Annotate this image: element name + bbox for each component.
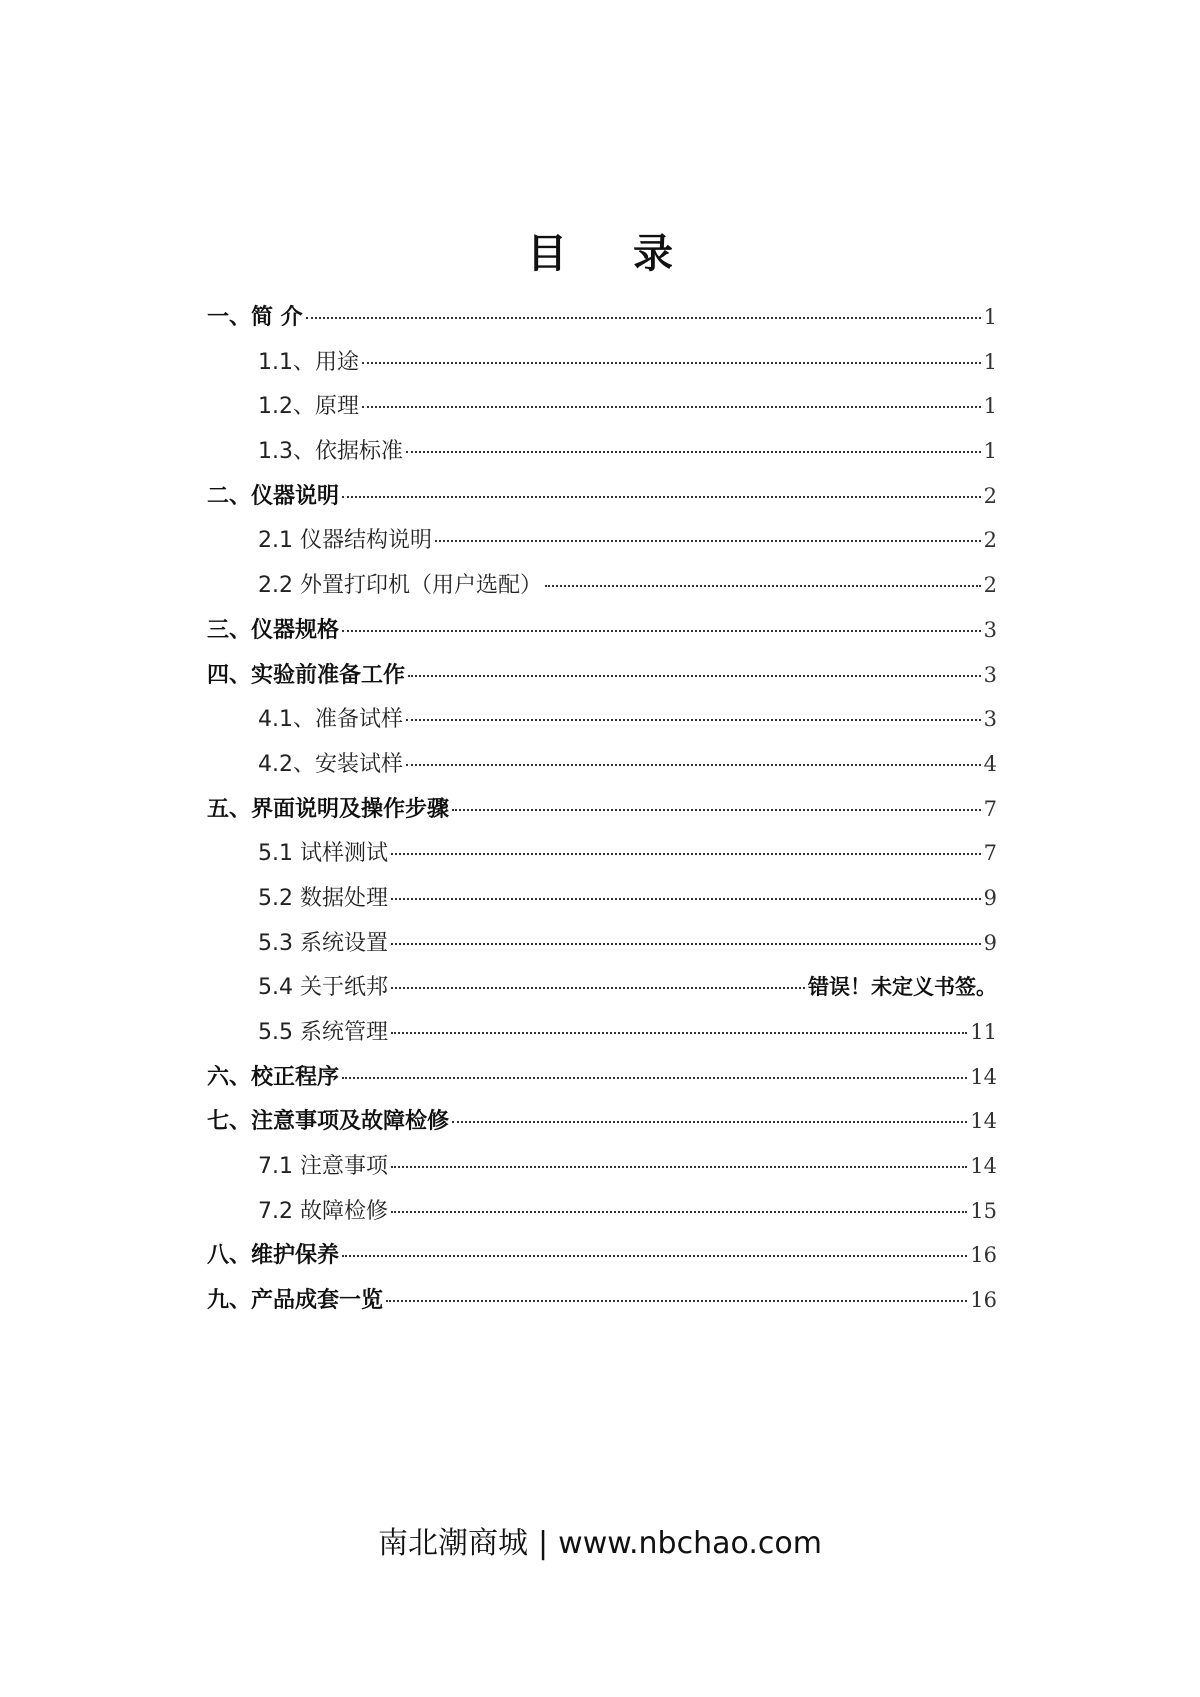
toc-entry-page-number: 14 <box>970 1109 997 1134</box>
footer-url[interactable]: www.nbchao.com <box>558 1526 822 1561</box>
toc-entry-label: 三、仪器规格 <box>207 617 340 643</box>
toc-entry-label: 1.3、依据标准 <box>258 439 403 465</box>
toc-entry[interactable] <box>207 523 997 568</box>
toc-dot-leader <box>362 406 981 408</box>
toc-entry[interactable] <box>207 1015 997 1060</box>
toc-entry[interactable] <box>207 702 997 747</box>
toc-entry-label: 5.1 试样测试 <box>258 841 388 867</box>
toc-entry-label: 2.1 仪器结构说明 <box>258 528 432 554</box>
toc-dot-leader <box>391 943 981 945</box>
toc-entry-page-number: 2 <box>983 573 997 598</box>
toc-dot-leader <box>545 585 981 587</box>
toc-entry[interactable] <box>207 345 997 390</box>
toc-entry-page-number: 3 <box>983 707 997 732</box>
toc-dot-leader <box>342 1077 967 1079</box>
toc-entry-page-number: 7 <box>983 796 997 821</box>
toc-entry-page-number: 4 <box>983 751 997 776</box>
toc-entry[interactable] <box>207 926 997 971</box>
toc-entry[interactable] <box>207 568 997 613</box>
toc-entry-label: 八、维护保养 <box>207 1243 340 1269</box>
toc-dot-leader <box>342 1255 967 1257</box>
toc-entry-label: 2.2 外置打印机（用户选配） <box>258 573 542 599</box>
toc-entry[interactable] <box>207 970 997 1015</box>
toc-entry-label: 4.1、准备试样 <box>258 707 403 733</box>
toc-entry-label: 七、注意事项及故障检修 <box>207 1109 450 1135</box>
toc-entry-page-number: 1 <box>983 439 997 464</box>
toc-dot-leader <box>452 809 981 811</box>
toc-entry[interactable] <box>207 836 997 881</box>
toc-entry[interactable] <box>207 300 997 345</box>
toc-entry[interactable] <box>207 1149 997 1194</box>
toc-dot-leader <box>306 317 981 319</box>
toc-dot-leader <box>391 1211 967 1213</box>
toc-entry-bookmark-error: 错误！未定义书签。 <box>808 975 997 1000</box>
toc-entry-page-number: 2 <box>983 528 997 553</box>
toc-dot-leader <box>452 1121 967 1123</box>
toc-dot-leader <box>391 1032 967 1034</box>
toc-dot-leader <box>435 540 981 542</box>
toc-entry-label: 4.2、安装试样 <box>258 751 403 777</box>
toc-dot-leader <box>408 675 981 677</box>
page-title: 目 录 <box>527 231 699 277</box>
footer <box>0 1518 1200 1562</box>
toc-entry-label: 九、产品成套一览 <box>207 1288 384 1314</box>
toc-entry-label: 五、界面说明及操作步骤 <box>207 796 450 822</box>
toc-dot-leader <box>342 630 981 632</box>
toc-entry[interactable] <box>207 792 997 837</box>
footer-separator: | <box>538 1526 549 1561</box>
toc-entry[interactable] <box>207 1104 997 1149</box>
toc-entry-label: 六、校正程序 <box>207 1064 340 1090</box>
toc-entry-page-number: 2 <box>983 483 997 508</box>
toc-entry-page-number: 9 <box>983 930 997 955</box>
toc-dot-leader <box>406 719 981 721</box>
toc-entry-label: 5.5 系统管理 <box>258 1020 388 1045</box>
toc-entry-label: 一、简 介 <box>207 305 303 330</box>
toc-entry[interactable] <box>207 658 997 703</box>
toc-dot-leader <box>391 1166 967 1168</box>
toc-entry[interactable] <box>207 1060 997 1105</box>
toc-entry-label: 1.1、用途 <box>258 349 359 375</box>
toc-entry-label: 5.3 系统设置 <box>258 930 388 956</box>
toc-entry-page-number: 14 <box>970 1154 997 1179</box>
toc-entry-page-number: 3 <box>983 617 997 642</box>
toc-dot-leader <box>386 1300 967 1302</box>
footer-site-name: 南北潮商城 <box>378 1526 529 1561</box>
toc-entry-page-number: 1 <box>983 394 997 419</box>
toc-entry-page-number: 11 <box>970 1020 997 1044</box>
toc-entry-page-number: 3 <box>983 662 997 687</box>
toc-entry-label: 5.2 数据处理 <box>258 885 388 911</box>
toc-entry[interactable] <box>207 613 997 658</box>
toc-dot-leader <box>391 853 981 855</box>
toc-entry-label: 二、仪器说明 <box>207 483 340 509</box>
toc-entry[interactable] <box>207 1194 997 1239</box>
toc-entry-page-number: 9 <box>983 885 997 910</box>
toc-entry-label: 7.2 故障检修 <box>258 1198 388 1224</box>
toc-dot-leader <box>391 987 805 989</box>
toc-entry[interactable] <box>207 1238 997 1283</box>
toc-entry-page-number: 14 <box>970 1064 997 1089</box>
toc-entry-label: 5.4 关于纸邦 <box>258 975 388 1001</box>
toc-entry-page-number: 16 <box>970 1243 997 1268</box>
toc-entry-page-number: 16 <box>970 1288 997 1313</box>
toc-entry-page-number: 1 <box>983 305 997 329</box>
toc-entry[interactable] <box>207 747 997 792</box>
toc-entry[interactable] <box>207 389 997 434</box>
toc-entry-label: 7.1 注意事项 <box>258 1154 388 1180</box>
toc-entry[interactable] <box>207 1283 997 1328</box>
toc-dot-leader <box>406 764 981 766</box>
toc-entry-page-number: 7 <box>983 841 997 866</box>
toc-dot-leader <box>362 362 981 364</box>
toc-entry-label: 1.2、原理 <box>258 394 359 420</box>
toc-entry-label: 四、实验前准备工作 <box>207 662 406 688</box>
toc-entry[interactable] <box>207 881 997 926</box>
toc-dot-leader <box>342 496 981 498</box>
toc-dot-leader <box>406 451 981 453</box>
toc-dot-leader <box>391 898 981 900</box>
toc-entry-page-number: 15 <box>970 1198 997 1223</box>
table-of-contents <box>207 300 997 1328</box>
toc-entry-page-number: 1 <box>983 349 997 374</box>
toc-entry[interactable] <box>207 479 997 524</box>
toc-entry[interactable] <box>207 434 997 479</box>
